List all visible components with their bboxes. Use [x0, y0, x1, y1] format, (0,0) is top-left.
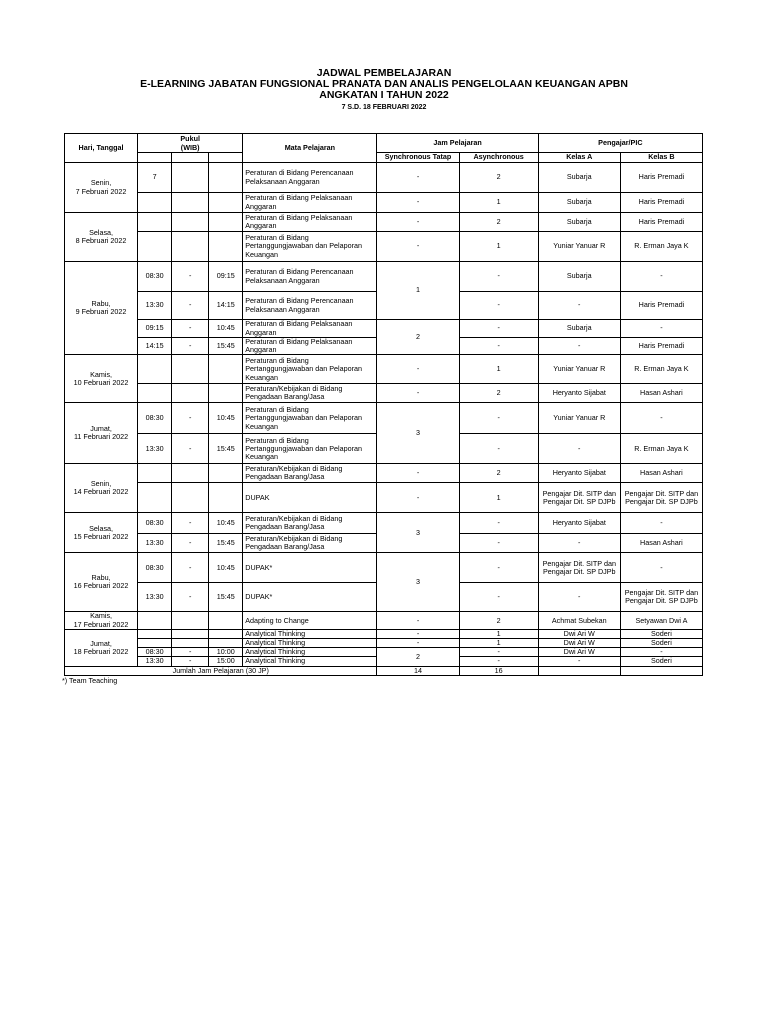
header-pukul-dash: [172, 153, 209, 163]
start-time-cell: [138, 355, 172, 384]
time-separator-cell: -: [172, 434, 209, 464]
day-cell: Rabu, 16 Februari 2022: [65, 553, 138, 612]
asynchronous-cell: -: [459, 513, 538, 534]
total-label-cell: Jumlah Jam Pelajaran (30 JP): [65, 666, 377, 675]
time-separator-cell: -: [172, 534, 209, 553]
day-cell: Senin, 7 Februari 2022: [65, 163, 138, 213]
header-pukul: [138, 134, 243, 153]
table-row: [65, 193, 703, 213]
end-time-cell: 15:45: [209, 338, 243, 355]
synchronous-cell: -: [377, 213, 459, 232]
table-row: [65, 163, 703, 193]
subject-cell: DUPAK: [243, 483, 377, 513]
end-time-cell: 15:45: [209, 534, 243, 553]
time-separator-cell: [172, 629, 209, 638]
time-separator-cell: [172, 355, 209, 384]
end-time-cell: [209, 355, 243, 384]
synchronous-cell: -: [377, 384, 459, 403]
subject-cell: Peraturan di Bidang Pertanggungjawaban dan Pelaporan Keuangan: [243, 355, 377, 384]
synchronous-cell: 3: [377, 403, 459, 464]
kelas-b-cell: -: [620, 262, 702, 292]
kelas-a-cell: -: [538, 657, 620, 666]
time-separator-cell: -: [172, 553, 209, 583]
time-separator-cell: [172, 464, 209, 483]
kelas-b-cell: -: [620, 648, 702, 657]
start-time-cell: [138, 213, 172, 232]
end-time-cell: 10:45: [209, 403, 243, 434]
end-time-cell: [209, 639, 243, 648]
time-separator-cell: [172, 384, 209, 403]
subject-cell: Peraturan di Bidang Pelaksanaan Anggaran: [243, 338, 377, 355]
start-time-cell: 08:30: [138, 648, 172, 657]
day-cell: Senin, 14 Februari 2022: [65, 464, 138, 513]
day-cell: Kamis, 17 Februari 2022: [65, 612, 138, 629]
table-row: [65, 384, 703, 403]
synchronous-cell: 3: [377, 513, 459, 553]
table-row: [65, 403, 703, 434]
end-time-cell: 15:45: [209, 583, 243, 612]
asynchronous-cell: -: [459, 338, 538, 355]
asynchronous-cell: 1: [459, 355, 538, 384]
total-async-cell: 16: [459, 666, 538, 675]
start-time-cell: 13:30: [138, 292, 172, 320]
subject-cell: Peraturan di Bidang Pertanggungjawaban dan Pelaporan Keuangan: [243, 403, 377, 434]
subject-cell: DUPAK*: [243, 553, 377, 583]
asynchronous-cell: -: [459, 403, 538, 434]
start-time-cell: [138, 232, 172, 262]
asynchronous-cell: 2: [459, 384, 538, 403]
table-row: [65, 262, 703, 292]
time-separator-cell: -: [172, 262, 209, 292]
synchronous-cell: -: [377, 232, 459, 262]
asynchronous-cell: 1: [459, 483, 538, 513]
kelas-b-cell: Pengajar Dit. SITP dan Pengajar Dit. SP DJPb: [620, 583, 702, 612]
kelas-a-cell: Pengajar Dit. SITP dan Pengajar Dit. SP DJPb: [538, 483, 620, 513]
schedule-table: [64, 133, 703, 676]
header-mata-pelajaran: Mata Pelajaran: [243, 134, 377, 163]
subject-cell: Peraturan di Bidang Pelaksanaan Anggaran: [243, 213, 377, 232]
kelas-b-cell: R. Erman Jaya K: [620, 355, 702, 384]
kelas-a-cell: Dwi Ari W: [538, 629, 620, 638]
kelas-b-cell: Hasan Ashari: [620, 464, 702, 483]
start-time-cell: [138, 612, 172, 629]
asynchronous-cell: -: [459, 534, 538, 553]
end-time-cell: 10:45: [209, 513, 243, 534]
end-time-cell: 09:15: [209, 262, 243, 292]
time-separator-cell: [172, 213, 209, 232]
end-time-cell: [209, 232, 243, 262]
kelas-a-cell: -: [538, 292, 620, 320]
asynchronous-cell: 1: [459, 193, 538, 213]
kelas-a-cell: Subarja: [538, 320, 620, 338]
start-time-cell: 09:15: [138, 320, 172, 338]
header-pukul-start: [138, 153, 172, 163]
end-time-cell: 15:45: [209, 434, 243, 464]
day-cell: Selasa, 15 Februari 2022: [65, 513, 138, 553]
table-row: [65, 513, 703, 534]
start-time-cell: 14:15: [138, 338, 172, 355]
synchronous-cell: 3: [377, 553, 459, 612]
end-time-cell: [209, 163, 243, 193]
asynchronous-cell: 2: [459, 163, 538, 193]
synchronous-cell: -: [377, 355, 459, 384]
kelas-a-cell: Dwi Ari W: [538, 648, 620, 657]
day-cell: Rabu, 9 Februari 2022: [65, 262, 138, 355]
subject-cell: Peraturan di Bidang Pertanggungjawaban dan Pelaporan Keuangan: [243, 434, 377, 464]
kelas-b-cell: Haris Premadi: [620, 193, 702, 213]
kelas-b-cell: Hasan Ashari: [620, 384, 702, 403]
subject-cell: Analytical Thinking: [243, 629, 377, 638]
kelas-b-cell: Hasan Ashari: [620, 534, 702, 553]
day-cell: Jumat, 11 Februari 2022: [65, 403, 138, 464]
start-time-cell: 08:30: [138, 403, 172, 434]
subject-cell: Peraturan/Kebijakan di Bidang Pengadaan Barang/Jasa: [243, 534, 377, 553]
kelas-a-cell: -: [538, 583, 620, 612]
time-separator-cell: [172, 639, 209, 648]
table-row: [65, 639, 703, 648]
synchronous-cell: -: [377, 163, 459, 193]
title-line-2: E-LEARNING JABATAN FUNGSIONAL PRANATA DAN ANALIS PENGELOLAAN KEUANGAN APBN: [140, 78, 628, 90]
kelas-b-cell: R. Erman Jaya K: [620, 434, 702, 464]
start-time-cell: 13:30: [138, 434, 172, 464]
title-line-3: ANGKATAN I TAHUN 2022: [319, 89, 449, 101]
time-separator-cell: [172, 232, 209, 262]
kelas-a-cell: Heryanto Sijabat: [538, 464, 620, 483]
kelas-b-cell: Soderi: [620, 657, 702, 666]
subject-cell: Peraturan di Bidang Pelaksanaan Anggaran: [243, 320, 377, 338]
synchronous-cell: -: [377, 639, 459, 648]
header-kelas-a: Kelas A: [538, 153, 620, 163]
end-time-cell: [209, 464, 243, 483]
kelas-a-cell: Subarja: [538, 193, 620, 213]
time-separator-cell: [172, 483, 209, 513]
kelas-b-cell: -: [620, 403, 702, 434]
asynchronous-cell: -: [459, 553, 538, 583]
kelas-b-cell: Pengajar Dit. SITP dan Pengajar Dit. SP DJPb: [620, 483, 702, 513]
header-pengajar: Pengajar/PIC: [538, 134, 702, 153]
table-row: [65, 553, 703, 583]
day-cell: Kamis, 10 Februari 2022: [65, 355, 138, 403]
end-time-cell: [209, 193, 243, 213]
end-time-cell: [209, 483, 243, 513]
start-time-cell: 13:30: [138, 583, 172, 612]
start-time-cell: 08:30: [138, 513, 172, 534]
start-time-cell: 7: [138, 163, 172, 193]
subject-cell: DUPAK*: [243, 583, 377, 612]
synchronous-cell: -: [377, 629, 459, 638]
asynchronous-cell: 2: [459, 464, 538, 483]
start-time-cell: 08:30: [138, 553, 172, 583]
header-pukul-label: Pukul: [180, 134, 200, 143]
asynchronous-cell: -: [459, 262, 538, 292]
start-time-cell: 13:30: [138, 657, 172, 666]
asynchronous-cell: -: [459, 320, 538, 338]
kelas-b-cell: Soderi: [620, 629, 702, 638]
time-separator-cell: -: [172, 657, 209, 666]
asynchronous-cell: -: [459, 292, 538, 320]
header-asynchronous: Asynchronous: [459, 153, 538, 163]
title-date-range: 7 S.D. 18 FEBRUARI 2022: [341, 104, 427, 111]
subject-cell: Peraturan/Kebijakan di Bidang Pengadaan Barang/Jasa: [243, 513, 377, 534]
subject-cell: Peraturan/Kebijakan di Bidang Pengadaan Barang/Jasa: [243, 464, 377, 483]
table-row: [65, 464, 703, 483]
table-row: [65, 320, 703, 338]
time-separator-cell: [172, 193, 209, 213]
header-jam-pelajaran: Jam Pelajaran: [377, 134, 538, 153]
synchronous-cell: 2: [377, 320, 459, 355]
subject-cell: Analytical Thinking: [243, 657, 377, 666]
subject-cell: Peraturan di Bidang Pelaksanaan Anggaran: [243, 193, 377, 213]
end-time-cell: [209, 629, 243, 638]
time-separator-cell: -: [172, 292, 209, 320]
table-row: [65, 213, 703, 232]
header-synchronous: Synchronous Tatap: [377, 153, 459, 163]
time-separator-cell: -: [172, 513, 209, 534]
subject-cell: Analytical Thinking: [243, 648, 377, 657]
title-line-1: JADWAL PEMBELAJARAN: [316, 67, 452, 79]
asynchronous-cell: -: [459, 583, 538, 612]
start-time-cell: [138, 384, 172, 403]
time-separator-cell: -: [172, 320, 209, 338]
kelas-b-cell: Haris Premadi: [620, 213, 702, 232]
kelas-a-cell: Pengajar Dit. SITP dan Pengajar Dit. SP DJPb: [538, 553, 620, 583]
kelas-b-cell: Haris Premadi: [620, 338, 702, 355]
start-time-cell: 13:30: [138, 534, 172, 553]
total-sync-cell: 14: [377, 666, 459, 675]
time-separator-cell: -: [172, 403, 209, 434]
synchronous-cell: -: [377, 483, 459, 513]
kelas-a-cell: Dwi Ari W: [538, 639, 620, 648]
synchronous-cell: 1: [377, 262, 459, 320]
header-kelas-b: Kelas B: [620, 153, 702, 163]
end-time-cell: [209, 384, 243, 403]
kelas-a-cell: -: [538, 338, 620, 355]
kelas-a-cell: -: [538, 534, 620, 553]
start-time-cell: [138, 483, 172, 513]
time-separator-cell: [172, 163, 209, 193]
subject-cell: Peraturan di Bidang Perencanaan Pelaksanaan Anggaran: [243, 163, 377, 193]
kelas-b-cell: Haris Premadi: [620, 292, 702, 320]
subject-cell: Peraturan/Kebijakan di Bidang Pengadaan Barang/Jasa: [243, 384, 377, 403]
asynchronous-cell: -: [459, 434, 538, 464]
start-time-cell: [138, 464, 172, 483]
kelas-b-cell: Haris Premadi: [620, 163, 702, 193]
kelas-b-cell: -: [620, 513, 702, 534]
subject-cell: Adapting to Change: [243, 612, 377, 629]
synchronous-cell: -: [377, 464, 459, 483]
table-row: [65, 612, 703, 629]
subject-cell: Peraturan di Bidang Perencanaan Pelaksanaan Anggaran: [243, 292, 377, 320]
time-separator-cell: -: [172, 583, 209, 612]
time-separator-cell: -: [172, 648, 209, 657]
total-empty-b: [620, 666, 702, 675]
schedule-body: [65, 163, 703, 676]
table-row: [65, 483, 703, 513]
document-title-block: [0, 68, 768, 113]
kelas-a-cell: Heryanto Sijabat: [538, 384, 620, 403]
asynchronous-cell: 1: [459, 629, 538, 638]
header-day: Hari, Tanggal: [65, 134, 138, 163]
asynchronous-cell: 2: [459, 213, 538, 232]
asynchronous-cell: 1: [459, 639, 538, 648]
kelas-b-cell: Setyawan Dwi A: [620, 612, 702, 629]
kelas-a-cell: Heryanto Sijabat: [538, 513, 620, 534]
asynchronous-cell: 1: [459, 232, 538, 262]
table-row: [65, 355, 703, 384]
day-cell: Jumat, 18 Februari 2022: [65, 629, 138, 666]
end-time-cell: [209, 612, 243, 629]
time-separator-cell: [172, 612, 209, 629]
subject-cell: Peraturan di Bidang Perencanaan Pelaksanaan Anggaran: [243, 262, 377, 292]
header-wib-label: (WIB): [180, 143, 200, 152]
start-time-cell: 08:30: [138, 262, 172, 292]
kelas-a-cell: Yuniar Yanuar R: [538, 232, 620, 262]
asynchronous-cell: -: [459, 657, 538, 666]
synchronous-cell: -: [377, 612, 459, 629]
day-cell: Selasa, 8 Februari 2022: [65, 213, 138, 262]
kelas-b-cell: -: [620, 553, 702, 583]
time-separator-cell: -: [172, 338, 209, 355]
subject-cell: Peraturan di Bidang Pertanggungjawaban dan Pelaporan Keuangan: [243, 232, 377, 262]
asynchronous-cell: 2: [459, 612, 538, 629]
kelas-a-cell: -: [538, 434, 620, 464]
table-row: [65, 629, 703, 638]
subject-cell: Analytical Thinking: [243, 639, 377, 648]
total-row: [65, 666, 703, 675]
synchronous-cell: -: [377, 193, 459, 213]
end-time-cell: [209, 213, 243, 232]
kelas-a-cell: Yuniar Yanuar R: [538, 403, 620, 434]
end-time-cell: 14:15: [209, 292, 243, 320]
table-row: [65, 648, 703, 657]
total-empty-a: [538, 666, 620, 675]
kelas-b-cell: Soderi: [620, 639, 702, 648]
header-pukul-end: [209, 153, 243, 163]
end-time-cell: 15:00: [209, 657, 243, 666]
start-time-cell: [138, 193, 172, 213]
start-time-cell: [138, 629, 172, 638]
table-row: [65, 232, 703, 262]
kelas-a-cell: Subarja: [538, 163, 620, 193]
synchronous-cell: 2: [377, 648, 459, 666]
kelas-b-cell: R. Erman Jaya K: [620, 232, 702, 262]
kelas-a-cell: Subarja: [538, 262, 620, 292]
footnote: *) Team Teaching: [62, 676, 118, 685]
end-time-cell: 10:00: [209, 648, 243, 657]
start-time-cell: [138, 639, 172, 648]
kelas-a-cell: Yuniar Yanuar R: [538, 355, 620, 384]
kelas-a-cell: Achmat Subekan: [538, 612, 620, 629]
kelas-b-cell: -: [620, 320, 702, 338]
end-time-cell: 10:45: [209, 320, 243, 338]
kelas-a-cell: Subarja: [538, 213, 620, 232]
end-time-cell: 10:45: [209, 553, 243, 583]
asynchronous-cell: -: [459, 648, 538, 657]
